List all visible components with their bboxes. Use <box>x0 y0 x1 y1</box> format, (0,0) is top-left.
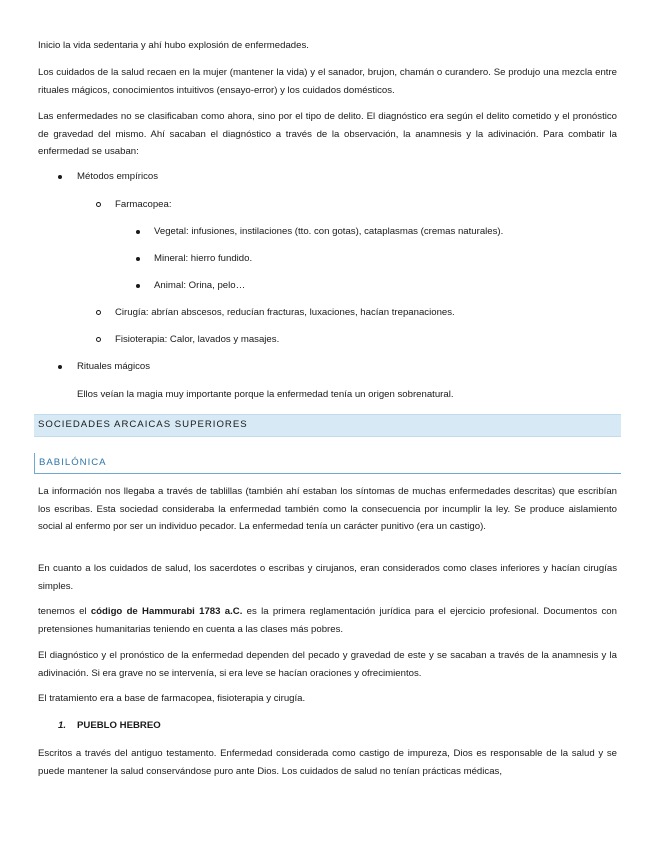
numbered-item-heading: PUEBLO HEBREO <box>77 720 161 731</box>
bullet-circle-icon <box>96 202 101 207</box>
bullet-disc-icon <box>136 257 140 261</box>
paragraph-diagnostico: El diagnóstico y el pronóstico de la enfermedad dependen del pecado y gravedad de este y se sacaban a través de la anamnesis y la adivinación. Si era grave no se intervenía, si era leve se hacían oraciones y ofrecimientos. <box>38 650 617 679</box>
list-item-farmacopea-label: Farmacopea: <box>115 199 172 210</box>
numbered-item-number: 1. <box>58 720 67 731</box>
bullet-circle-icon <box>96 337 101 342</box>
bullet-disc-icon <box>136 284 140 288</box>
hammurabi-post: es la primera reglamentación jurídica para el ejercicio profesional. Documentos con pretensiones humanitarias teniendo en cuenta a las clases más pobres. <box>38 606 617 635</box>
list-item-cirugia-label: Cirugía: abrían abscesos, reducían fracturas, luxaciones, hacían trepanaciones. <box>115 307 455 318</box>
paragraph-tablillas: La información nos llegaba a través de tablillas (también ahí estaban los síntomas de muchas enfermedades descritas) que escribían los escribas. Esta sociedad consideraba la enfermedad también como la consecuencia por incumplir la ley. Se produce aislamiento social al enfermo por ser un individuo pecador. La enfermedad tenía un carácter punitivo (era un castigo). <box>38 486 617 533</box>
list-item-rituales-label: Rituales mágicos <box>77 361 151 372</box>
paragraph-hammurabi <box>38 603 617 638</box>
hammurabi-pre: tenemos el <box>38 606 91 617</box>
list-item-fisioterapia-label: Fisioterapia: Calor, lavados y masajes. <box>115 334 280 345</box>
bullet-circle-icon <box>96 310 101 315</box>
hammurabi-code: código de Hammurabi 1783 a.C. <box>90 606 243 617</box>
list-item-animal-label: Animal: Orina, pelo… <box>154 280 246 291</box>
paragraph-sacerdotes: En cuanto a los cuidados de salud, los sacerdotes o escribas y cirujanos, eran considerados como clases inferiores y hacían cirugías simples. <box>38 563 617 592</box>
paragraph-antiguo-testamento: Escritos a través del antiguo testamento. Enfermedad considerada como castigo de impureza, Dios es responsable de la salud y se puede mantener la salud conservándose puro ante Dios. Los cuidados de salud no tenían prácticas médicas, <box>38 748 617 777</box>
bullet-disc-icon <box>136 230 140 234</box>
paragraph-sedentaria: Inicio la vida sedentaria y ahí hubo explosión de enfermedades. <box>38 40 309 51</box>
subsection-heading <box>34 453 621 474</box>
paragraph-rituales: Ellos veían la magia muy importante porque la enfermedad tenía un origen sobrenatural. <box>77 389 454 400</box>
bullet-disc-icon <box>58 365 62 369</box>
section-heading-text: SOCIEDADES ARCAICAS SUPERIORES <box>38 419 248 430</box>
paragraph-enfermedades: Las enfermedades no se clasificaban como ahora, sino por el tipo de delito. El diagnóstico era según el delito cometido y el pronóstico de gravedad del mismo. Ahí sacaban el diagnóstico a través de la observación, la anamnesis y la adivinación. Para combatir la enfermedad se usaban: <box>38 111 617 158</box>
paragraph-cuidados-salud: Los cuidados de la salud recaen en la mujer (mantener la vida) y el sanador, brujon, chamán o curandero. Se produjo una mezcla entre rituales mágicos, conocimientos intuitivos (ensayo-error) y los cuidados domésticos. <box>38 67 617 96</box>
section-heading <box>34 414 621 437</box>
paragraph-tratamiento: El tratamiento era a base de farmacopea, fisioterapia y cirugía. <box>38 693 306 704</box>
bullet-disc-icon <box>58 175 62 179</box>
list-item-empiricos-label: Métodos empíricos <box>77 171 159 182</box>
list-item-mineral-label: Mineral: hierro fundido. <box>154 253 253 264</box>
list-item-vegetal-label: Vegetal: infusiones, instilaciones (tto. con gotas), cataplasmas (cremas naturales). <box>154 226 504 237</box>
subsection-heading-text: BABILÓNICA <box>39 457 107 468</box>
